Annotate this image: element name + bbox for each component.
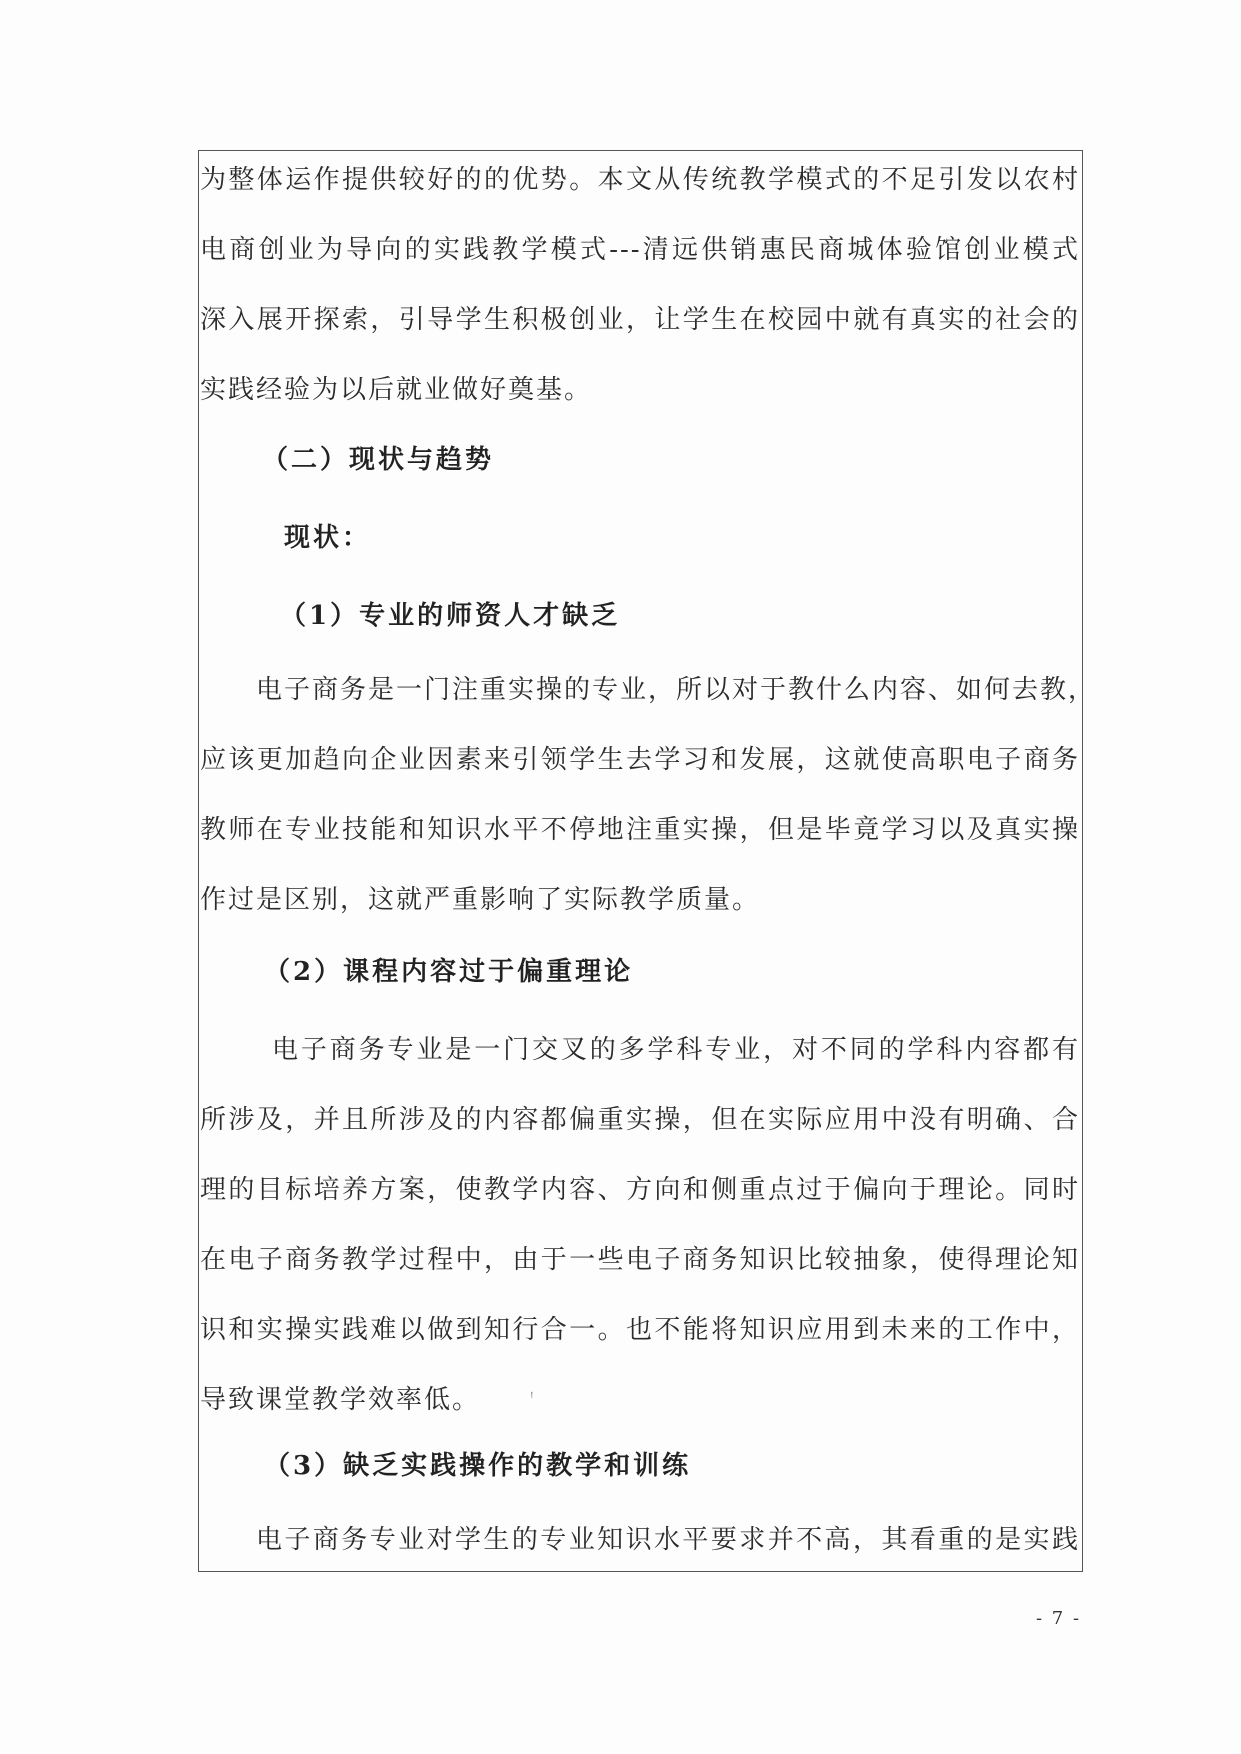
paragraph-line: 电子商务专业是一门交叉的多学科专业，对不同的学科内容都有: [272, 1035, 1080, 1065]
paragraph-line: 理的目标培养方案，使教学内容、方向和侧重点过于偏向于理论。同时: [200, 1175, 1080, 1205]
paragraph-line: 电子商务专业对学生的专业知识水平要求并不高，其看重的是实践: [256, 1525, 1080, 1555]
paragraph-line: 导致课堂教学效率低。: [200, 1385, 481, 1415]
paragraph-line: 电商创业为导向的实践教学模式---清远供销惠民商城体验馆创业模式: [200, 235, 1080, 265]
item-heading-2: （2）课程内容过于偏重理论: [264, 957, 634, 987]
item-heading-1: （1）专业的师资人才缺乏: [280, 601, 621, 631]
scan-mark-icon: ꜝ: [530, 1390, 534, 1406]
paragraph-line: 作过是区别，这就严重影响了实际教学质量。: [200, 885, 761, 915]
paragraph-line: 深入展开探索，引导学生积极创业，让学生在校园中就有真实的社会的: [200, 305, 1080, 335]
paragraph-line: 应该更加趋向企业因素来引领学生去学习和发展，这就使高职电子商务: [200, 745, 1080, 775]
paragraph-line: 电子商务是一门注重实操的专业，所以对于教什么内容、如何去教，: [256, 675, 1097, 705]
paragraph-line: 在电子商务教学过程中，由于一些电子商务知识比较抽象，使得理论知: [200, 1245, 1080, 1275]
text-frame: [198, 150, 1097, 1572]
paragraph-line: 所涉及，并且所涉及的内容都偏重实操，但在实际应用中没有明确、合: [200, 1105, 1080, 1135]
section-heading: （二）现状与趋势: [262, 445, 495, 475]
paragraph-line: 实践经验为以后就业做好奠基。: [200, 375, 593, 405]
paragraph-line: 为整体运作提供较好的的优势。本文从传统教学模式的不足引发以农村: [200, 165, 1080, 195]
paragraph-line: 教师在专业技能和知识水平不停地注重实操，但是毕竟学习以及真实操: [200, 815, 1080, 845]
status-label: 现状：: [284, 523, 372, 553]
paragraph-line: 识和实操实践难以做到知行合一。也不能将知识应用到未来的工作中，: [200, 1315, 1080, 1345]
item-heading-3: （3）缺乏实践操作的教学和训练: [264, 1451, 692, 1481]
page-number: - 7 -: [1036, 1608, 1082, 1629]
